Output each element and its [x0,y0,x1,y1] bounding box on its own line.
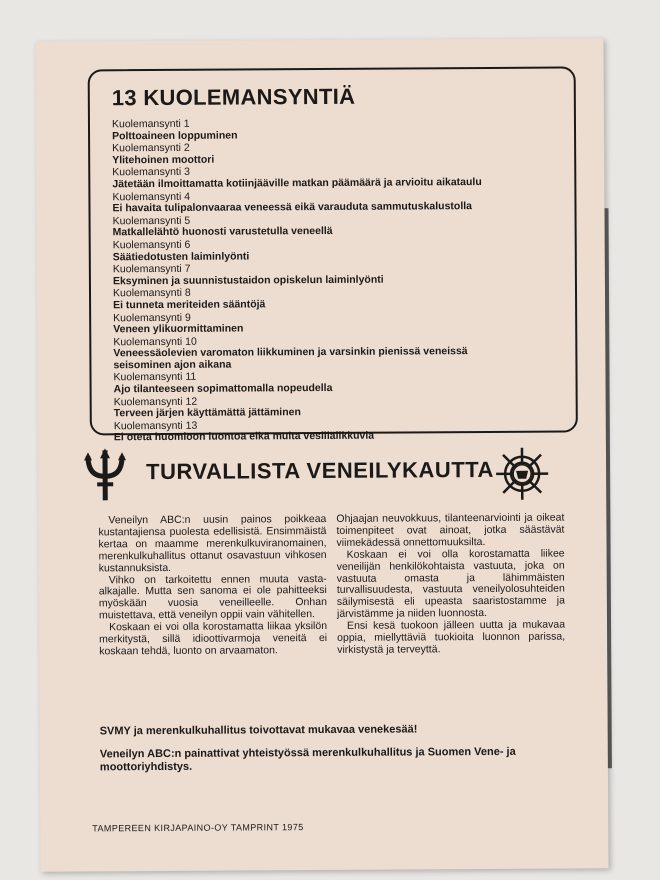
box-title: 13 KUOLEMANSYNTIÄ [111,83,356,111]
sin-item [113,286,563,312]
body-paragraph: Vihko on tarkoitettu ennen muuta vasta-alkajalle. Mutta sen sanoma ei ole pahitteeksi myöskään vuosia veneilleelle. Onhan muistettava, että veneilyn oppii vain vähitellen. [98,572,327,622]
sin-description: Jätetään ilmoittamatta kotiinjääville matkan päämäärä ja arvioitu aikataulu [112,175,482,191]
sin-number: Kuolemansynti 12 [113,395,198,408]
sin-description: Polttoaineen loppuminen [112,129,238,142]
body-column-right [336,513,565,657]
sin-description: Ei tunneta meriteiden sääntöjä [113,298,266,312]
sin-number: Kuolemansynti 1 [111,117,190,131]
closing-greeting: SVMY ja merenkulkuhallitus toivottavat mukavaa venekesää! [99,723,418,738]
heading-row [82,444,562,507]
sin-item [112,117,562,143]
sin-item [114,394,564,420]
sin-item [113,213,563,239]
sin-description: Veneessäolevien varomaton liikkuminen ja varsinkin pienissä veneissä seisominen ajon aikana [113,345,468,372]
sin-description: Säätiedotusten laiminlyönti [112,249,250,263]
sin-number: Kuolemansynti 3 [112,166,190,179]
sin-item [113,370,563,396]
sin-item [112,165,562,191]
sin-description: Ei havaita tulipalonvaaraa veneessä eikä varauduta sammutuskalustolla [112,200,473,215]
sin-item [113,334,563,372]
sin-item [113,237,563,263]
sin-number: Kuolemansynti 13 [113,419,198,433]
sin-number: Kuolemansynti 9 [113,311,191,324]
body-paragraph: Ohjaajan neuvokkuus, tilanteenarviointi ja oikeat toimenpiteet ovat ainoat, jotka säästävät viimekädessä onnettomuuksilta. [336,511,565,549]
sin-description: Matkallelähtö huonosti varustetulla veneellä [112,225,333,239]
body-paragraph: Ensi kesä tuokoon jälleen uutta ja mukavaa oppia, miellyttäviä tuokioita luonnon parissa, virkistystä ja terveyttä. [337,618,566,656]
sins-box [88,66,578,444]
closing-notes [100,722,570,784]
body-column-left [98,514,327,658]
printer-imprint: TAMPEREEN KIRJAPAINO-OY TAMPRINT 1975 [92,822,304,834]
sin-number: Kuolemansynti 8 [112,287,191,300]
trident-icon [82,446,128,502]
ship-wheel-emblem-icon [494,446,550,502]
sin-number: Kuolemansynti 10 [113,335,197,348]
sin-description: Ylitehoinen moottori [112,153,215,167]
body-paragraph: Veneilyn ABC:n uusin painos poikkeaa kustantajiensa puolesta edellisistä. Ensimmäistä kertaa on maamme merenkulkuviranomainen, merenkulkuhallitus ottanut osavastuun vihkosen kustannuksista. [98,512,327,574]
sin-number: Kuolemansynti 11 [113,371,197,384]
sin-description: Veneen ylikuormittaminen [113,322,244,336]
sin-description: Ajo tilanteeseen sopimattomalla nopeudella [113,381,333,396]
closing-credits: Veneilyn ABC:n painattivat yhteistyössä merenkulkuhallitus ja Suomen Vene- ja moottoriyhdistys. [99,745,516,774]
sin-description: Eksyminen ja suunnistustaidon opiskelun laiminlyönti [112,273,384,287]
sin-item [112,141,562,167]
safety-heading: TURVALLISTA VENEILYKAUTTA [146,456,494,485]
sins-list [112,117,564,446]
sin-description: Ei oteta huomioon luontoa eikä muita vesillälikkuvia [113,430,375,444]
body-paragraph: Koskaan ei voi olla korostamatta liikee veneilijän henkilökohtaista vastuuta, joka on vastuuta omasta ja lähimmäisten turvallisuudesta, vastuuta veneilyolosuhteiden säilymisestä eli upeasta saaristostamme ja järvistämme ja niiden luonnosta. [336,547,565,621]
sin-item [113,310,563,336]
sin-item [114,418,564,444]
booklet-page [35,38,608,871]
sin-number: Kuolemansynti 6 [112,238,191,252]
sin-number: Kuolemansynti 7 [112,262,191,276]
sin-item [112,189,562,215]
sin-number: Kuolemansynti 2 [112,141,190,155]
page-edge [604,208,611,768]
body-paragraph: Koskaan ei voi olla korostamatta liikaa yksilön merkitystä, sillä idioottivarmoja veneitä ei koskaan tehdä, luonto on arvaamaton. [99,620,328,658]
sin-number: Kuolemansynti 5 [112,214,191,228]
sin-description: Terveen järjen käyttämättä jättäminen [113,406,301,420]
sin-number: Kuolemansynti 4 [112,190,191,203]
sin-item [113,262,563,288]
